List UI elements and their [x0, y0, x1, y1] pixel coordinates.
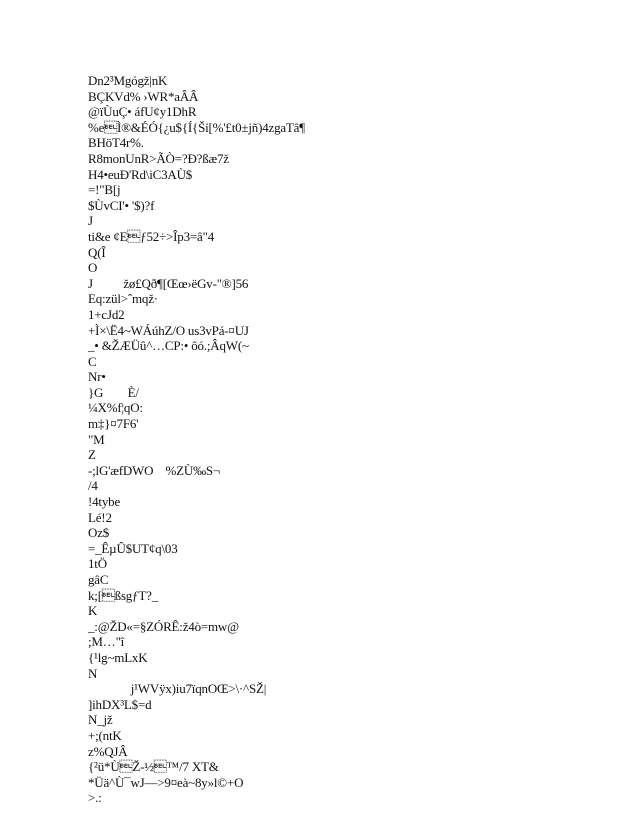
text-line: R8monUnR>ÃÒ=?Ð?ßæ7ž — [88, 150, 229, 166]
text-line: BÇKVd% ›WR*aÂÂ — [88, 88, 199, 104]
text-line: ¼X%f¦qO: — [88, 400, 143, 416]
text-line: J — [88, 213, 93, 229]
text-line: Lé!2 — [88, 509, 112, 525]
text-line: !4tybe — [88, 494, 121, 510]
text-line: %eÌ®&ÉÓ{¿u${Í{Ší[%'£t0±jñ)4zgaTâ¶ — [88, 119, 305, 135]
text-line: @ïÙuÇ• áfU¢y1DhR — [88, 104, 197, 120]
text-line: z%QJÂ — [88, 743, 128, 759]
text-line: ]ihDX³L$=d — [88, 696, 152, 712]
text-line: _:@ŽD«=§ZÓRÊ:ž4ò=mw@ — [88, 618, 239, 634]
text-line: 1tÖ — [88, 556, 107, 572]
text-line: {¹lg~mLxK — [88, 649, 148, 665]
text-line: ;M…"î — [88, 634, 125, 650]
text-line: Eq:zül>ˆmqž· — [88, 291, 158, 307]
text-line: J žø£Qð¶[Œœ›ëGv-"®]56 — [88, 275, 249, 291]
text-line: N_jž — [88, 712, 113, 728]
text-line: Q(Î — [88, 244, 106, 260]
text-line: C — [88, 353, 97, 369]
text-line: +;(ntK — [88, 727, 122, 743]
text-line: Dn2³Mgógž|nK — [88, 73, 168, 88]
text-line: =_ÊµÛ$UT¢q\03 — [88, 540, 178, 556]
text-line: ti&e ¢Eƒ52÷>Îp3=â"4 — [88, 228, 215, 244]
text-line: /4 — [88, 478, 98, 494]
text-line: K — [88, 603, 98, 619]
text-line: >.: — [88, 790, 102, 806]
text-line: *Üä^Ù¯wJ—>9¤eà~8y»l©+O — [88, 774, 244, 790]
text-line: j¹WVÿx)iu7ïqnOŒ>\·^SŽ| — [88, 681, 267, 697]
garbled-text-block — [88, 73, 608, 806]
text-line: 1+cJd2 — [88, 306, 125, 322]
text-line: N — [88, 665, 98, 681]
text-line: }G È/ — [88, 384, 139, 400]
text-line: BHöT4r%. — [88, 135, 144, 151]
text-line: =!"B[j — [88, 182, 121, 198]
text-line: Oz$ — [88, 525, 110, 541]
text-line: $ÙvCI'• '$)?f — [88, 197, 155, 213]
text-line: _• &ŽÆÜû^…CP:• ôó.;ÂqW(~ — [88, 338, 249, 354]
text-line: -;lG'æfDWO %ZÙ‰S¬ — [88, 462, 221, 478]
text-line: "M — [88, 431, 105, 447]
text-line: O — [88, 260, 98, 276]
text-line: +Ì×\Ë4~WÁúhZ/O us3vPá-¤UJ — [88, 322, 249, 338]
text-line: gâC — [88, 572, 109, 587]
text-line: {²ü*ÙŽ-½™/7 XT& — [88, 759, 219, 775]
text-line: H4•euÐ'Rd\iC3AÙ$ — [88, 166, 193, 182]
text-line: Nr• — [88, 369, 106, 385]
text-line: m‡}¤7F6' — [88, 416, 139, 432]
text-line: Z — [88, 447, 96, 463]
text-line: k;[ßsgƒT?_ — [88, 587, 159, 603]
